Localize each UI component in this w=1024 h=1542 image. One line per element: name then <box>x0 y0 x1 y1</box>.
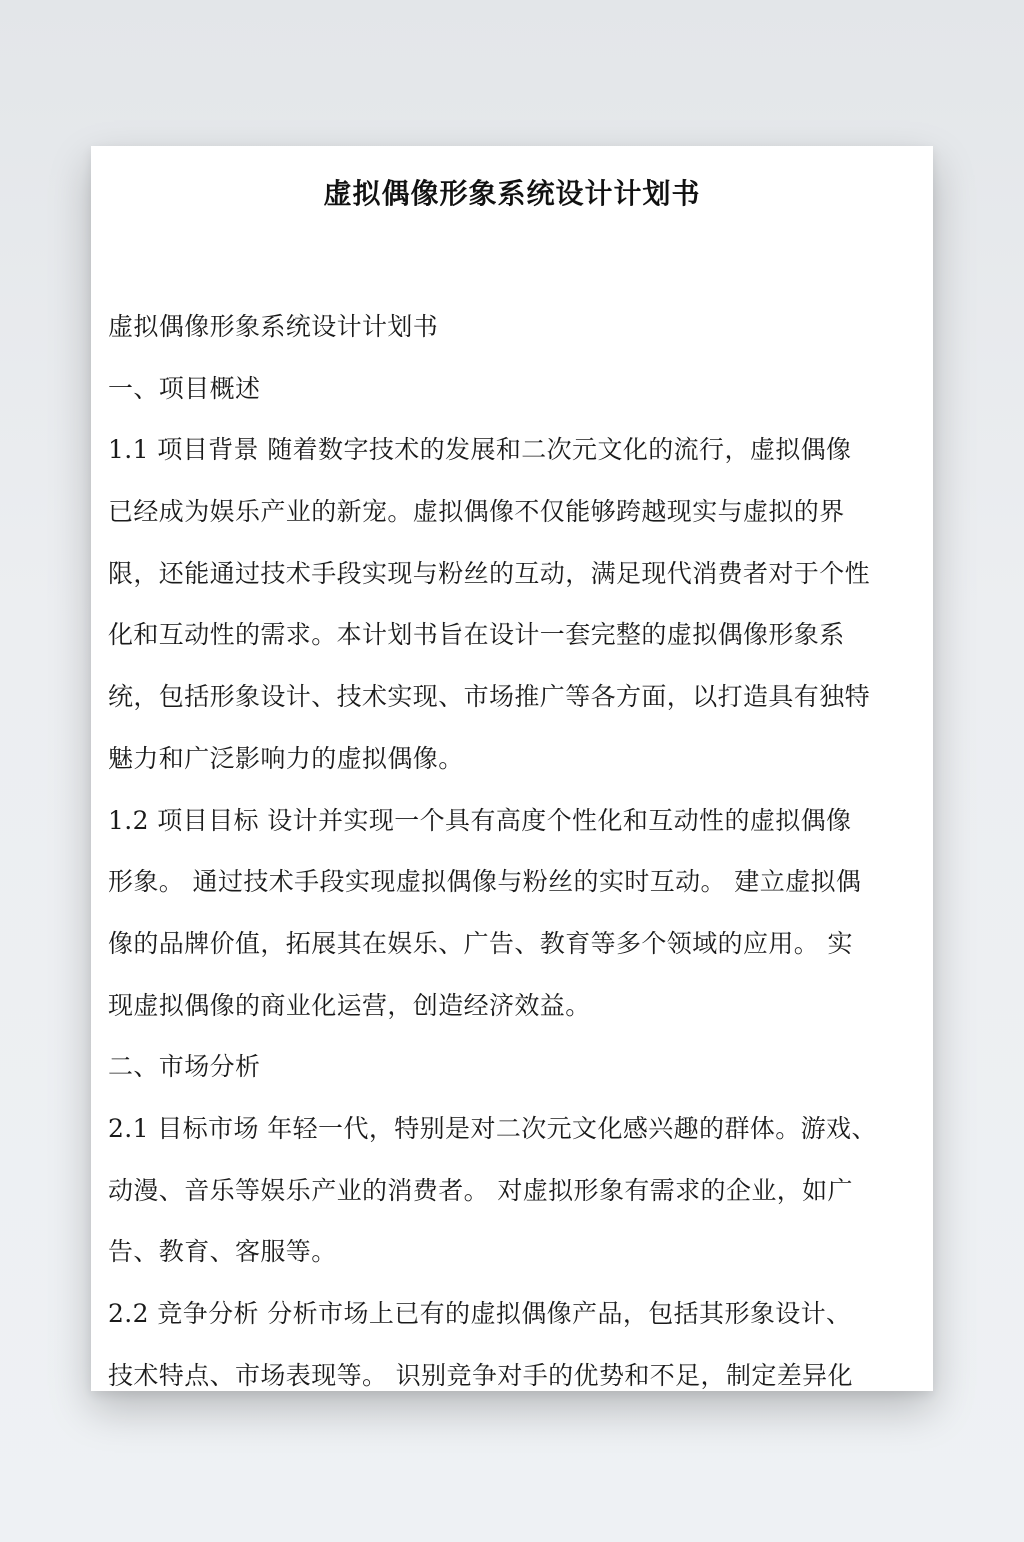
paragraph-line: 1.1 项目背景 随着数字技术的发展和二次元文化的流行，虚拟偶像 <box>108 435 852 465</box>
body-heading: 虚拟偶像形象系统设计计划书 <box>108 312 439 341</box>
paragraph-line: 现虚拟偶像的商业化运营，创造经济效益。 <box>108 990 591 1020</box>
paragraph-line: 技术特点、市场表现等。 识别竞争对手的优势和不足，制定差异化 <box>108 1360 853 1390</box>
section-heading-1: 一、项目概述 <box>108 373 261 403</box>
paragraph-line: 动漫、音乐等娱乐产业的消费者。 对虚拟形象有需求的企业，如广 <box>108 1175 853 1205</box>
paragraph-line: 已经成为娱乐产业的新宠。虚拟偶像不仅能够跨越现实与虚拟的界 <box>108 497 845 527</box>
paragraph-line: 化和互动性的需求。本计划书旨在设计一套完整的虚拟偶像形象系 <box>108 620 845 650</box>
paragraph-line: 形象。 通过技术手段实现虚拟偶像与粉丝的实时互动。 建立虚拟偶 <box>108 867 862 897</box>
document-page <box>91 146 933 1391</box>
paragraph-line: 2.1 目标市场 年轻一代，特别是对二次元文化感兴趣的群体。游戏、 <box>108 1113 877 1143</box>
paragraph-line: 像的品牌价值，拓展其在娱乐、广告、教育等多个领域的应用。 实 <box>108 928 853 958</box>
section-heading-2: 二、市场分析 <box>108 1052 261 1082</box>
paragraph-line: 魅力和广泛影响力的虚拟偶像。 <box>108 743 464 773</box>
paragraph-line: 限，还能通过技术手段实现与粉丝的互动，满足现代消费者对于个性 <box>108 558 871 588</box>
document-title: 虚拟偶像形象系统设计计划书 <box>323 177 701 210</box>
paragraph-line: 2.2 竞争分析 分析市场上已有的虚拟偶像产品，包括其形象设计、 <box>108 1299 852 1328</box>
paragraph-line: 1.2 项目目标 设计并实现一个具有高度个性化和互动性的虚拟偶像 <box>108 805 852 835</box>
paragraph-line: 统，包括形象设计、技术实现、市场推广等各方面，以打造具有独特 <box>108 682 871 712</box>
paragraph-line: 告、教育、客服等。 <box>108 1237 337 1267</box>
document-body <box>108 296 933 1391</box>
